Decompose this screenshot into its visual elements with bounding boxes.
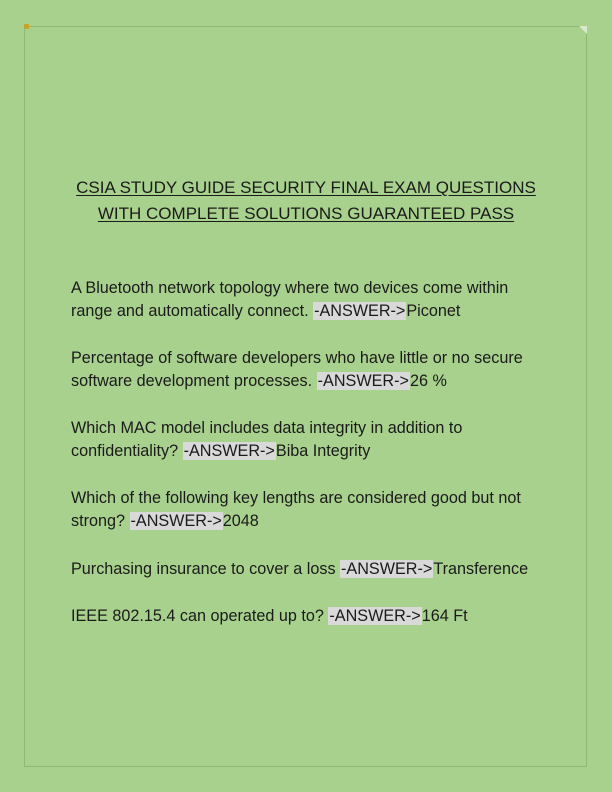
document-title bbox=[60, 175, 552, 227]
answer-text: 26 % bbox=[409, 372, 447, 390]
answer-text: Transference bbox=[433, 560, 529, 578]
question-text: A Bluetooth network topology where two devices come within range and automatically connect. bbox=[71, 279, 509, 320]
answer-text: Biba Integrity bbox=[275, 442, 371, 460]
qa-item bbox=[71, 347, 551, 393]
qa-item bbox=[71, 277, 551, 323]
question-text: Which MAC model includes data integrity in addition to confidentiality? bbox=[71, 419, 463, 460]
answer-text: 2048 bbox=[222, 512, 259, 530]
answer-text: Piconet bbox=[406, 302, 461, 320]
qa-item bbox=[71, 487, 551, 533]
question-text: Purchasing insurance to cover a loss bbox=[71, 560, 336, 578]
corner-marker bbox=[24, 24, 29, 29]
qa-item bbox=[71, 558, 551, 581]
question-text: IEEE 802.15.4 can operated up to? bbox=[71, 607, 324, 625]
title-line-2: WITH COMPLETE SOLUTIONS GUARANTEED PASS bbox=[97, 204, 515, 223]
question-text: Percentage of software developers who have little or no secure software development processes. bbox=[71, 349, 523, 390]
question-text: Which of the following key lengths are considered good but not strong? bbox=[71, 489, 521, 530]
qa-item bbox=[71, 417, 551, 463]
page-corner-fold bbox=[579, 26, 587, 34]
answer-tag: -ANSWER-> bbox=[130, 512, 222, 530]
answer-tag: -ANSWER-> bbox=[317, 372, 409, 390]
answer-tag: -ANSWER-> bbox=[314, 302, 406, 320]
answer-tag: -ANSWER-> bbox=[329, 607, 421, 625]
answer-text: 164 Ft bbox=[421, 607, 468, 625]
qa-item bbox=[71, 605, 551, 628]
answer-tag: -ANSWER-> bbox=[183, 442, 275, 460]
answer-tag: -ANSWER-> bbox=[341, 560, 433, 578]
title-line-1: CSIA STUDY GUIDE SECURITY FINAL EXAM QUESTIONS bbox=[76, 178, 536, 197]
page-border bbox=[24, 26, 587, 767]
